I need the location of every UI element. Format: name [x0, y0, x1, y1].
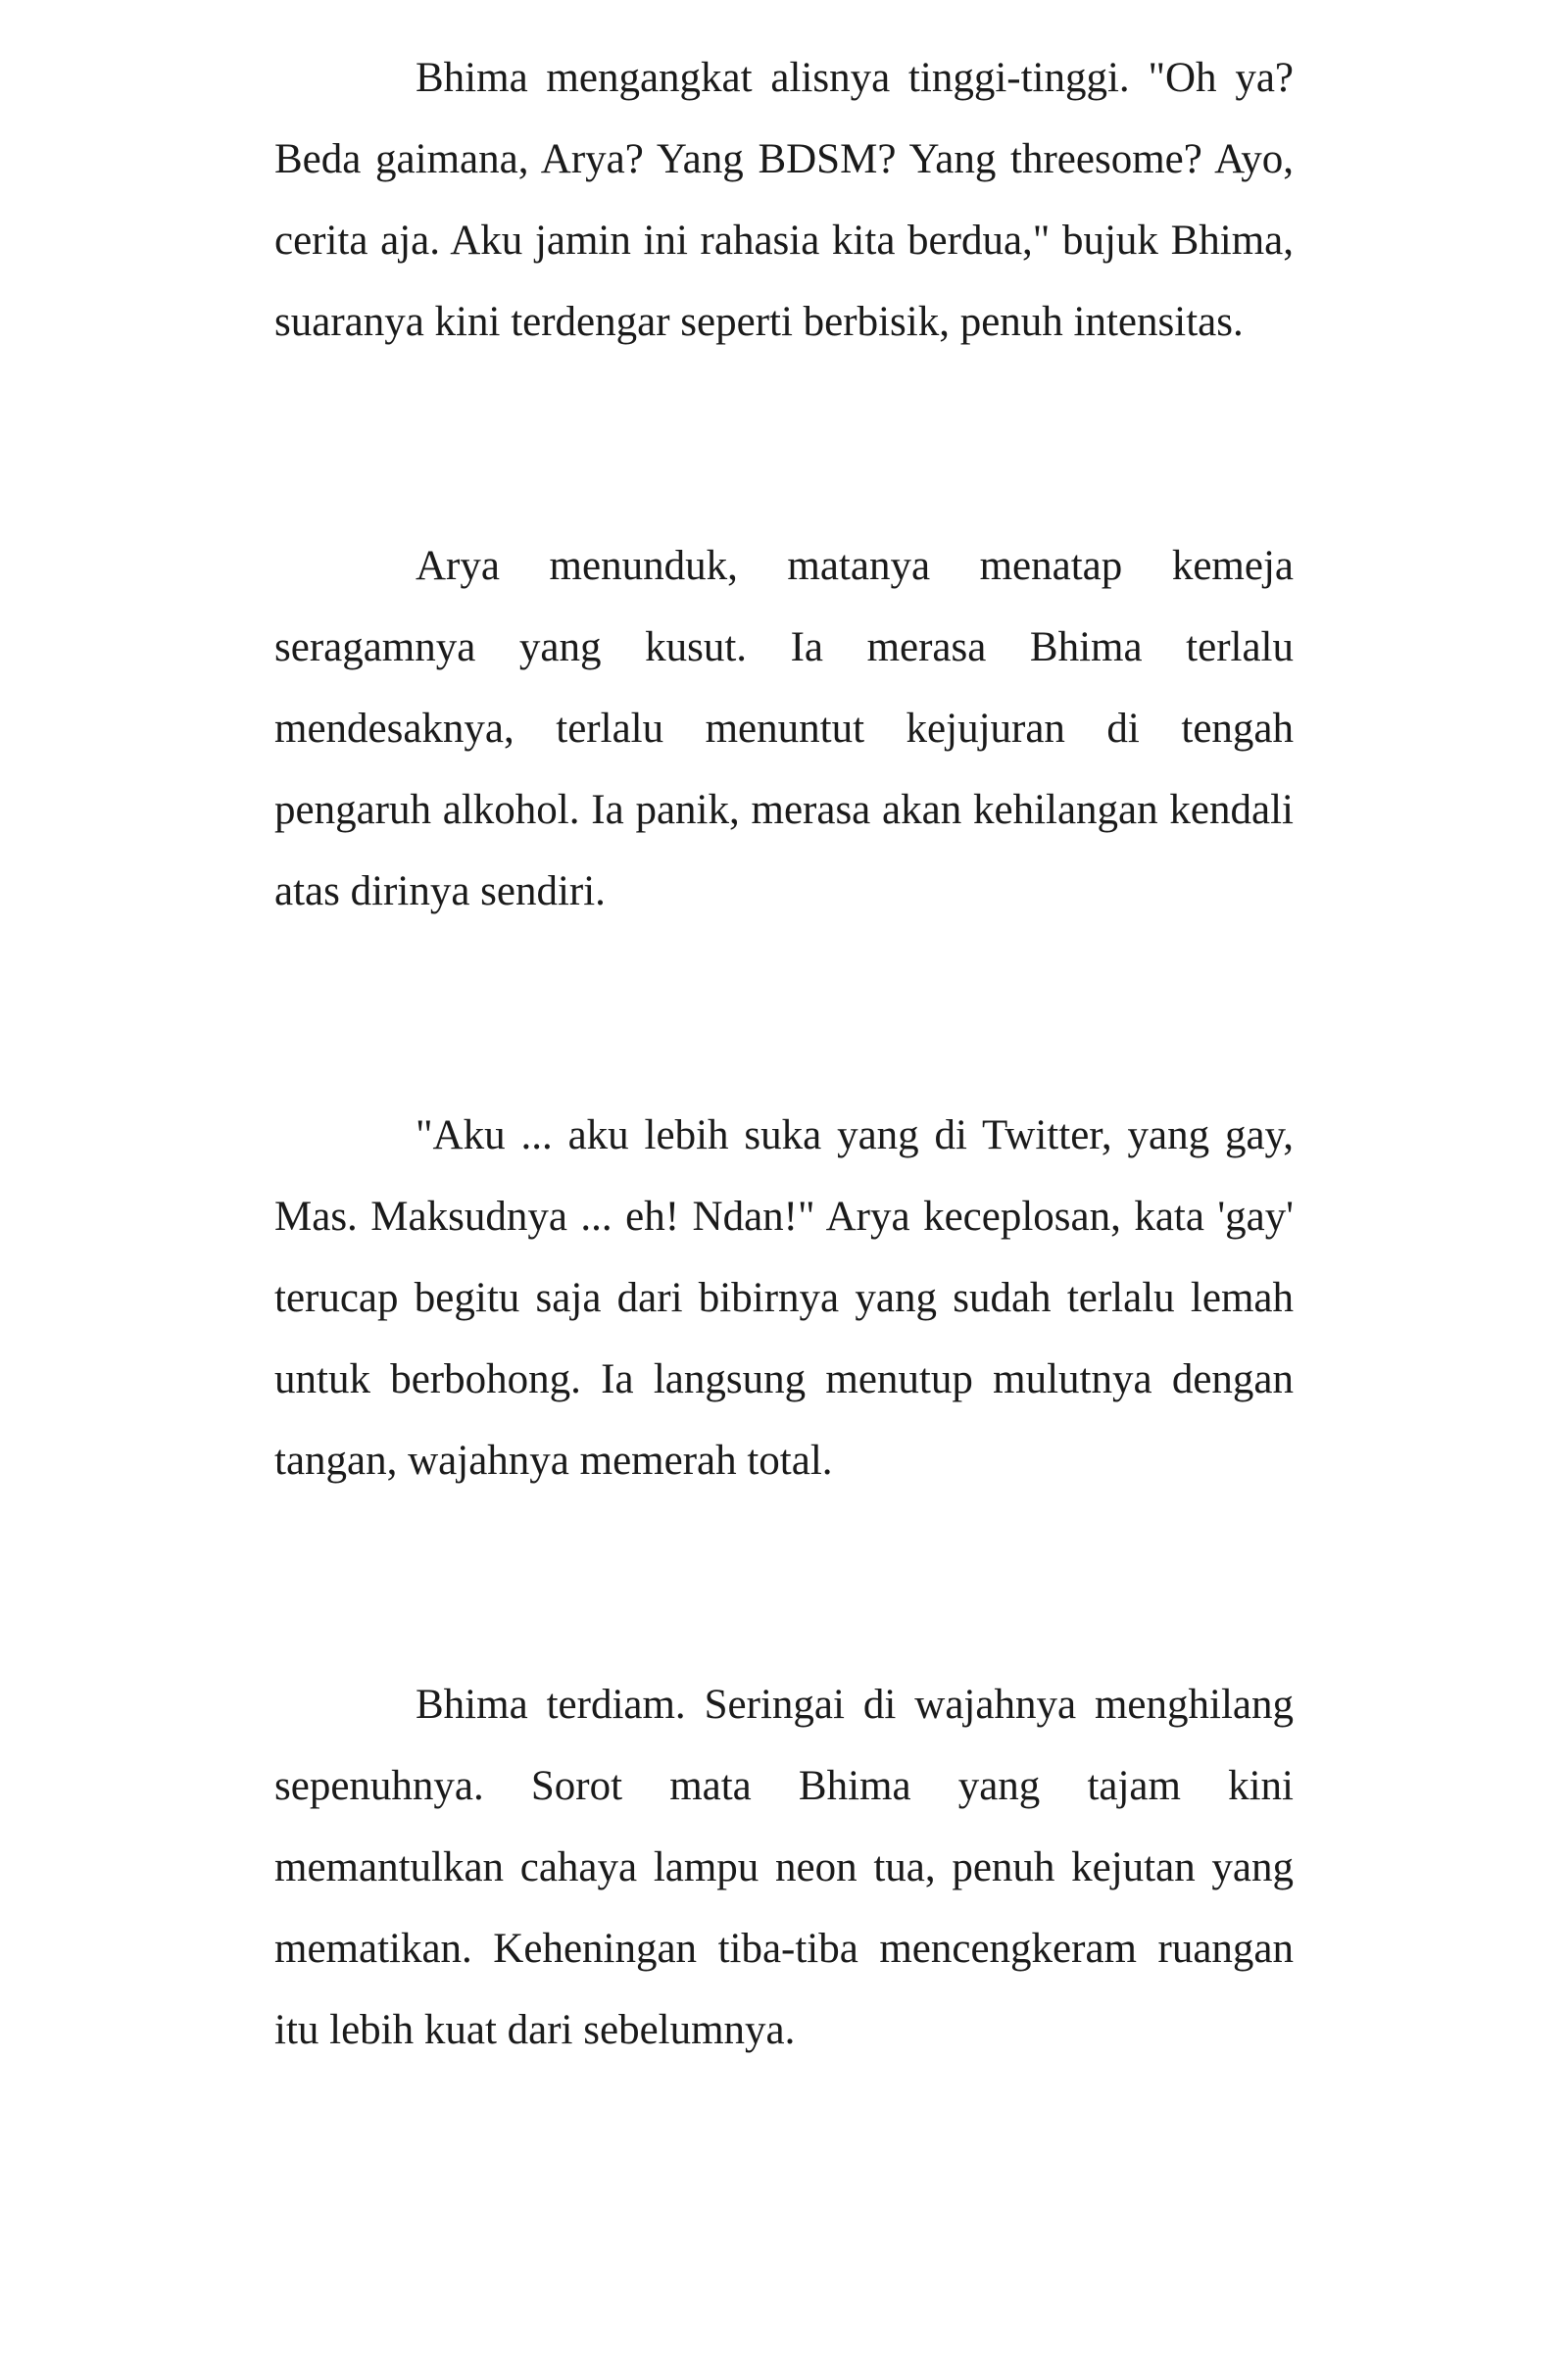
- document-page: [274, 37, 1294, 2071]
- paragraph-3: "Aku ... aku lebih suka yang di Twitter, yang gay, Mas. Maksudnya ... eh! Ndan!" Arya keceplosan, kata 'gay' terucap begitu saja dari bibirnya yang sudah terlalu lemah untuk berbohong. Ia langsung menutup mulutnya dengan tangan, wajahnya memerah total.: [274, 1112, 1294, 1484]
- paragraph-1: Bhima mengangkat alisnya tinggi-tinggi. "Oh ya? Beda gaimana, Arya? Yang BDSM? Yang threesome? Ayo, cerita aja. Aku jamin ini rahasia kita berdua," bujuk Bhima, suaranya kini terdengar seperti berbisik, penuh intensitas.: [274, 55, 1294, 345]
- paragraph-4: Bhima terdiam. Seringai di wajahnya menghilang sepenuhnya. Sorot mata Bhima yang tajam kini memantulkan cahaya lampu neon tua, penuh kejutan yang mematikan. Keheningan tiba-tiba mencengkeram ruangan itu lebih kuat dari sebelumnya.: [274, 1682, 1294, 2053]
- paragraph-2: Arya menunduk, matanya menatap kemeja seragamnya yang kusut. Ia merasa Bhima terlalu mendesaknya, terlalu menuntut kejujuran di tengah pengaruh alkohol. Ia panik, merasa akan kehilangan kendali atas dirinya sendiri.: [274, 543, 1294, 914]
